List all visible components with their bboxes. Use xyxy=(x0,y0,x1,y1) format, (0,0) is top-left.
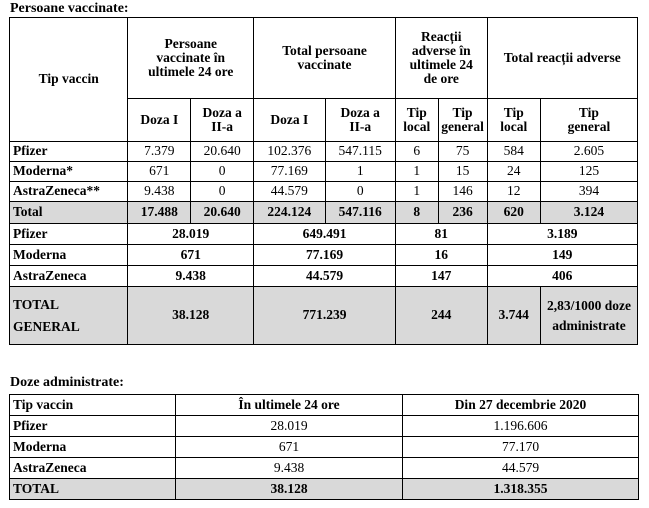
header-doza2: Doza a II-a xyxy=(325,99,395,142)
cell-d1-total: 224.124 xyxy=(254,202,325,224)
header-tip-local: Tip local xyxy=(395,99,438,142)
cell-d2-24: 0 xyxy=(191,182,254,202)
doses-row-name: Moderna xyxy=(10,437,176,458)
doses-since: 1.196.606 xyxy=(403,416,639,437)
doses-since: 77.170 xyxy=(403,437,639,458)
table-row xyxy=(10,416,639,437)
header-total-adverse: Total reacții adverse xyxy=(487,18,637,99)
header-adverse24: Reacții adverse în ultimele 24 de ore xyxy=(395,18,487,99)
grand-total-rate: 2,83/1000 doze administrate xyxy=(540,287,637,345)
cell-general-total: 125 xyxy=(540,162,637,182)
table-row xyxy=(10,142,638,162)
doses-total-last24: 38.128 xyxy=(176,479,403,500)
row-name: AstraZeneca** xyxy=(10,182,128,202)
doses-last24: 671 xyxy=(176,437,403,458)
cell-general-24: 236 xyxy=(438,202,487,224)
summary-name: AstraZeneca xyxy=(10,266,128,287)
cell-d1-24: 9.438 xyxy=(128,182,191,202)
summary-row xyxy=(10,245,638,266)
doses-since: 44.579 xyxy=(403,458,639,479)
cell-d1-total: 102.376 xyxy=(254,142,325,162)
vaccinated-section-title: Persoane vaccinate: xyxy=(10,1,129,16)
cell-local-24: 1 xyxy=(395,182,438,202)
summary-adverse-24: 16 xyxy=(395,245,487,266)
cell-general-24: 146 xyxy=(438,182,487,202)
summary-adverse-total: 149 xyxy=(487,245,637,266)
table-row xyxy=(10,437,639,458)
doses-table xyxy=(9,394,639,500)
doses-header-since: Din 27 decembrie 2020 xyxy=(403,395,639,416)
doses-total-since: 1.318.355 xyxy=(403,479,639,500)
cell-d1-24: 671 xyxy=(128,162,191,182)
summary-vaccinated-total: 649.491 xyxy=(254,224,396,245)
table-row xyxy=(10,458,639,479)
cell-local-total: 584 xyxy=(487,142,540,162)
row-name: Pfizer xyxy=(10,142,128,162)
header-doza2: Doza a II-a xyxy=(191,99,254,142)
cell-local-24: 6 xyxy=(395,142,438,162)
summary-adverse-24: 81 xyxy=(395,224,487,245)
doses-section-title: Doze administrate: xyxy=(10,375,124,390)
grand-total-name: TOTAL GENERAL xyxy=(10,287,128,345)
cell-general-total: 2.605 xyxy=(540,142,637,162)
header-doza1: Doza I xyxy=(254,99,325,142)
summary-vaccinated-24: 671 xyxy=(128,245,254,266)
cell-d1-total: 44.579 xyxy=(254,182,325,202)
cell-local-total: 24 xyxy=(487,162,540,182)
doses-row-name: Pfizer xyxy=(10,416,176,437)
grand-total-adverse-total: 3.744 xyxy=(487,287,540,345)
doses-total-row xyxy=(10,479,639,500)
cell-general-24: 15 xyxy=(438,162,487,182)
grand-total-row xyxy=(10,287,638,345)
grand-total-vaccinated-24: 38.128 xyxy=(128,287,254,345)
cell-d1-total: 77.169 xyxy=(254,162,325,182)
doses-total-name: TOTAL xyxy=(10,479,176,500)
doses-last24: 9.438 xyxy=(176,458,403,479)
summary-vaccinated-24: 28.019 xyxy=(128,224,254,245)
cell-local-total: 620 xyxy=(487,202,540,224)
cell-d1-24: 17.488 xyxy=(128,202,191,224)
grand-total-adverse-24: 244 xyxy=(395,287,487,345)
cell-d2-24: 20.640 xyxy=(191,142,254,162)
cell-d2-total: 1 xyxy=(325,162,395,182)
grand-total-vaccinated-total: 771.239 xyxy=(254,287,396,345)
summary-adverse-total: 406 xyxy=(487,266,637,287)
cell-d1-24: 7.379 xyxy=(128,142,191,162)
cell-d2-total: 0 xyxy=(325,182,395,202)
header-tip-general: Tip general xyxy=(438,99,487,142)
table-row xyxy=(10,162,638,182)
summary-name: Moderna xyxy=(10,245,128,266)
header-tip-local: Tip local xyxy=(487,99,540,142)
summary-vaccinated-24: 9.438 xyxy=(128,266,254,287)
total-row-name: Total xyxy=(10,202,128,224)
summary-adverse-24: 147 xyxy=(395,266,487,287)
table-row xyxy=(10,182,638,202)
cell-general-total: 3.124 xyxy=(540,202,637,224)
header-last24: Persoane vaccinate în ultimele 24 ore xyxy=(128,18,254,99)
summary-vaccinated-total: 44.579 xyxy=(254,266,396,287)
cell-d2-total: 547.116 xyxy=(325,202,395,224)
total-row xyxy=(10,202,638,224)
cell-general-24: 75 xyxy=(438,142,487,162)
header-doza1: Doza I xyxy=(128,99,191,142)
cell-d2-total: 547.115 xyxy=(325,142,395,162)
summary-row xyxy=(10,224,638,245)
doses-header-row xyxy=(10,395,639,416)
cell-local-total: 12 xyxy=(487,182,540,202)
vaccinated-table xyxy=(9,17,638,345)
row-name: Moderna* xyxy=(10,162,128,182)
cell-local-24: 1 xyxy=(395,162,438,182)
cell-d2-24: 0 xyxy=(191,162,254,182)
header-tip-vaccin: Tip vaccin xyxy=(10,18,128,142)
cell-local-24: 8 xyxy=(395,202,438,224)
doses-row-name: AstraZeneca xyxy=(10,458,176,479)
summary-row xyxy=(10,266,638,287)
doses-header-tip-vaccin: Tip vaccin xyxy=(10,395,176,416)
doses-last24: 28.019 xyxy=(176,416,403,437)
cell-general-total: 394 xyxy=(540,182,637,202)
summary-name: Pfizer xyxy=(10,224,128,245)
summary-vaccinated-total: 77.169 xyxy=(254,245,396,266)
doses-header-last24: În ultimele 24 ore xyxy=(176,395,403,416)
summary-adverse-total: 3.189 xyxy=(487,224,637,245)
cell-d2-24: 20.640 xyxy=(191,202,254,224)
header-tip-general: Tip general xyxy=(540,99,637,142)
header-total-vaccinated: Total persoane vaccinate xyxy=(254,18,396,99)
